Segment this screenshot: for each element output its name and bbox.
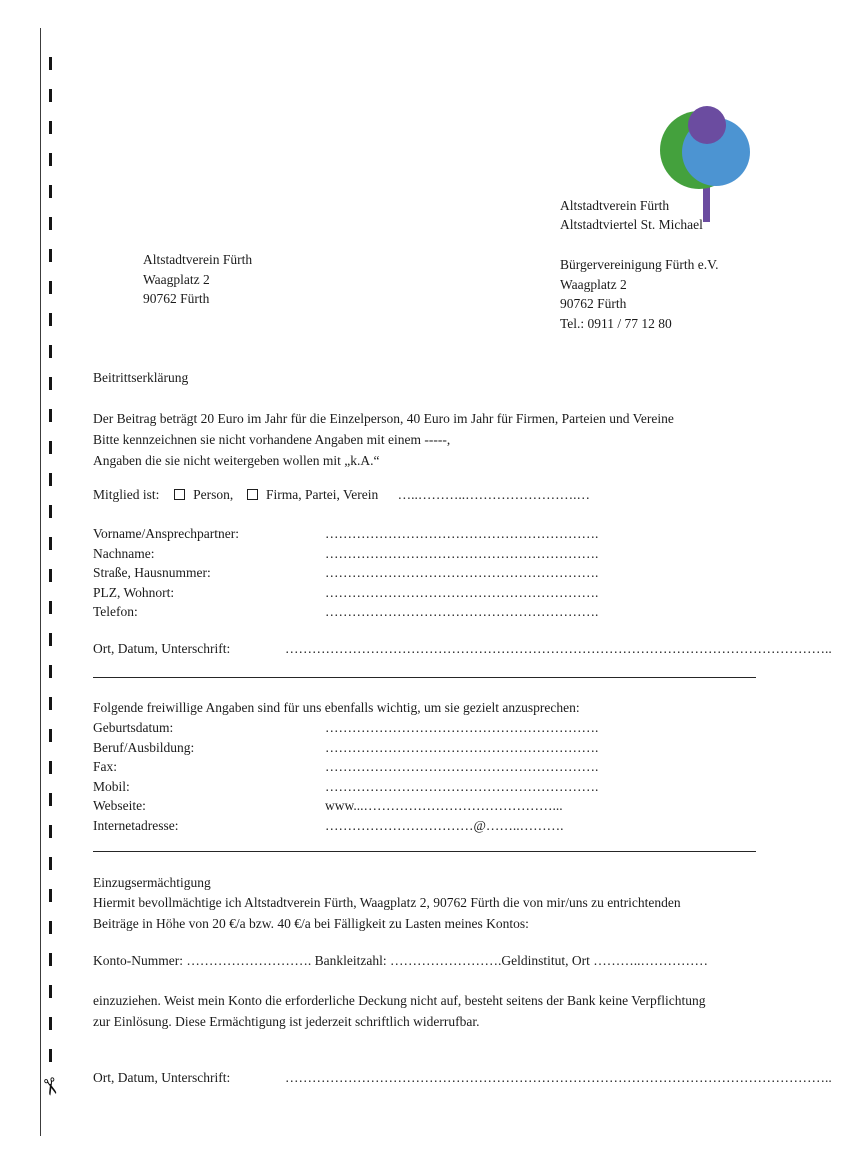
optional-intro: Folgende freiwillige Angaben sind für uns ebenfalls wichtig, um sie gezielt anzusprechen: <box>93 700 580 715</box>
einzug-paragraph-1 <box>93 892 756 934</box>
signature-row-1 <box>93 639 832 659</box>
field-label-webseite: Webseite: <box>93 798 146 813</box>
field-fill-line: ……………………………@……..………. <box>325 817 564 833</box>
field-row-internetadresse <box>93 816 756 836</box>
field-label-telefon: Telefon: <box>93 604 138 619</box>
logo-caption-line2: Altstadtviertel St. Michael <box>560 216 703 232</box>
section-divider-2 <box>93 851 756 852</box>
field-label-strasse: Straße, Hausnummer: <box>93 565 211 580</box>
section-divider-1 <box>93 677 756 678</box>
intro-line-1: Der Beitrag beträgt 20 Euro im Jahr für die Einzelperson, 40 Euro im Jahr für Firmen, Parteien und Vereine <box>93 411 674 426</box>
signature-label-2: Ort, Datum, Unterschrift: <box>93 1070 231 1085</box>
field-row-vorname <box>93 524 756 544</box>
field-row-fax <box>93 757 756 777</box>
cut-dash-line <box>49 57 52 1073</box>
field-label-plz: PLZ, Wohnort: <box>93 584 175 600</box>
field-fill-line: ……………………………………………………. <box>325 545 599 561</box>
checkbox-person[interactable] <box>174 489 185 500</box>
intro-line-2: Bitte kennzeichnen sie nicht vorhandene Angaben mit einem -----, <box>93 432 451 447</box>
field-row-plz <box>93 583 756 603</box>
field-label-vorname: Vorname/Ansprechpartner: <box>93 526 239 541</box>
intro-line-3: Angaben die sie nicht weitergeben wollen mit „k.A.“ <box>93 453 380 468</box>
member-label: Mitglied ist: <box>93 487 160 502</box>
field-row-beruf <box>93 738 756 758</box>
sender-city: 90762 Fürth <box>143 291 210 306</box>
einzug-para2-line1: einzuziehen. Weist mein Konto die erforderliche Deckung nicht auf, besteht seitens der Bank keine Verpflichtung <box>93 993 706 1008</box>
field-fill-line: ……………………………………………………. <box>325 778 599 794</box>
member-fill-line: …..………..…………………….… <box>397 487 590 502</box>
field-fill-line: ……………………………………………………. <box>325 565 599 580</box>
intro-paragraph <box>93 408 756 471</box>
left-edge-line <box>40 28 41 1136</box>
signature-row-2 <box>93 1068 832 1088</box>
field-row-geburtsdatum <box>93 718 756 738</box>
einzug-paragraph-2 <box>93 990 756 1032</box>
contact-street: Waagplatz 2 <box>560 276 627 292</box>
field-label-geburtsdatum: Geburtsdatum: <box>93 720 174 735</box>
logo-caption-line1: Altstadtverein Fürth <box>560 198 670 213</box>
field-fill-line: ……………………………………………………. <box>325 526 599 541</box>
einzug-title: Einzugsermächtigung <box>93 875 211 890</box>
field-label-mobil: Mobil: <box>93 778 130 794</box>
field-fill-line: ……………………………………………………. <box>325 720 599 735</box>
contact-address-block <box>560 255 718 333</box>
signature-label-1: Ort, Datum, Unterschrift: <box>93 641 231 656</box>
logo-caption <box>560 197 703 234</box>
member-option-firma: Firma, Partei, Verein <box>266 487 379 502</box>
member-option-person: Person, <box>193 487 234 502</box>
field-fill-line: www...……………………………………... <box>325 798 563 813</box>
field-fill-line: ……………………………………………………. <box>325 584 599 600</box>
field-fill-line: ……………………………………………………. <box>325 739 599 755</box>
form-title: Beitrittserklärung <box>93 370 189 385</box>
field-row-telefon <box>93 602 756 622</box>
sender-address-block <box>143 250 252 309</box>
einzug-para1-line1: Hiermit bevollmächtige ich Altstadtverein Fürth, Waagplatz 2, 90762 Fürth die von mir/uns zu entrichtenden <box>93 895 681 910</box>
field-label-nachname: Nachname: <box>93 545 155 561</box>
contact-phone: Tel.: 0911 / 77 12 80 <box>560 315 672 331</box>
sender-name: Altstadtverein Fürth <box>143 252 253 267</box>
member-type-row <box>93 485 756 505</box>
field-row-webseite <box>93 796 756 816</box>
einzug-para1-line2: Beiträge in Höhe von 20 €/a bzw. 40 €/a bei Fälligkeit zu Lasten meines Kontos: <box>93 916 529 931</box>
checkbox-firma[interactable] <box>247 489 258 500</box>
optional-fields <box>93 718 756 835</box>
contact-city: 90762 Fürth <box>560 296 627 311</box>
konto-line: Konto-Nummer: ………………………. Bankleitzahl: …………………….Geldinstitut, Ort ………..…………… <box>93 953 708 968</box>
field-label-fax: Fax: <box>93 759 118 774</box>
einzug-para2-line2: zur Einlösung. Diese Ermächtigung ist jederzeit schriftlich widerrufbar. <box>93 1014 480 1029</box>
personal-fields <box>93 524 756 622</box>
field-label-internetadresse: Internetadresse: <box>93 817 179 833</box>
signature-fill-line-2: ………………………………………………………………………………………………………….. <box>285 1070 832 1085</box>
field-label-beruf: Beruf/Ausbildung: <box>93 739 195 755</box>
field-row-strasse <box>93 563 756 583</box>
signature-fill-line-1: ………………………………………………………………………………………………………….. <box>285 641 832 656</box>
scissors-icon: ✂ <box>35 1074 65 1100</box>
field-row-nachname <box>93 544 756 564</box>
field-row-mobil <box>93 777 756 797</box>
logo-purple-circle <box>688 106 726 144</box>
sender-street: Waagplatz 2 <box>143 271 210 287</box>
contact-name: Bürgervereinigung Fürth e.V. <box>560 257 719 272</box>
field-fill-line: ……………………………………………………. <box>325 604 599 619</box>
field-fill-line: ……………………………………………………. <box>325 759 599 774</box>
